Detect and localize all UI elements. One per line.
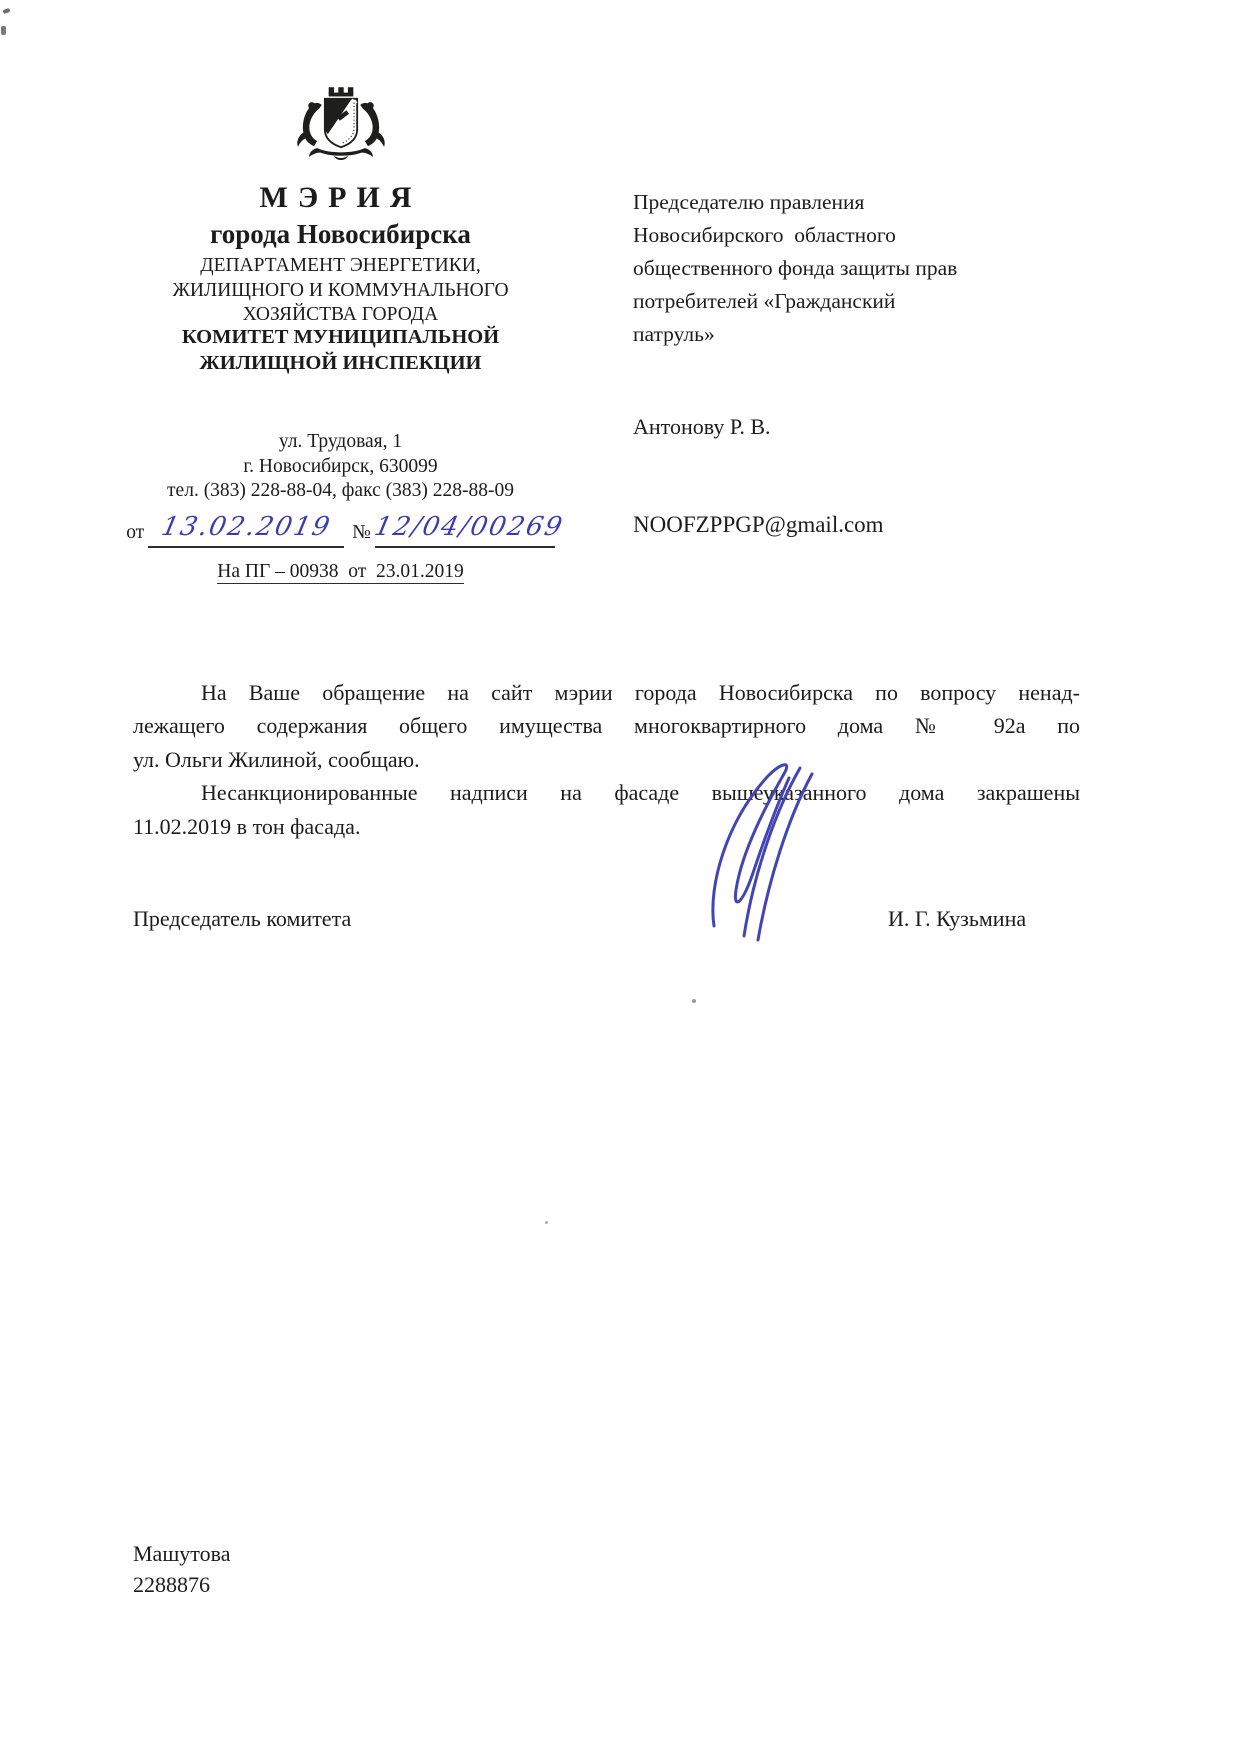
address-line: ул. Трудовая, 1 [278, 431, 403, 452]
body-line: ул. Ольги Жилиной, сообщаю. [133, 746, 420, 772]
department-line: ЖИЛИЩНОГО И КОММУНАЛЬНОГО [172, 279, 509, 301]
handwritten-number: 12/04/00269 [371, 512, 567, 542]
coat-of-arms-icon [118, 84, 563, 177]
outgoing-number-line [118, 512, 567, 548]
org-subtitle: города Новосибирска [210, 219, 471, 249]
department-line: ХОЗЯЙСТВА ГОРОДА [242, 304, 439, 325]
body-line: лежащего содержания общего имущества многоквартирного дома № 92а по [133, 713, 1080, 739]
scan-speck [1, 26, 6, 35]
org-address [118, 430, 563, 504]
committee-line: ЖИЛИЩНОЙ ИНСПЕКЦИИ [199, 351, 482, 374]
committee-name [118, 325, 563, 376]
executor-phone: 2288876 [133, 1572, 210, 1597]
scan-speck [3, 8, 11, 14]
recipient-line: потребителей «Гражданский [633, 289, 896, 313]
org-title: МЭРИЯ [259, 181, 422, 214]
recipient-line: общественного фонда защиты прав [633, 256, 958, 280]
recipient-line: патруль» [633, 322, 715, 346]
address-line: г. Новосибирск, 630099 [243, 455, 438, 477]
letterhead [118, 0, 567, 1753]
scan-speck [545, 1221, 548, 1224]
department-line: ДЕПАРТАМЕНТ ЭНЕРГЕТИКИ, [200, 255, 481, 276]
committee-line: КОМИТЕТ МУНИЦИПАЛЬНОЙ [181, 326, 500, 348]
executor-name: Машутова [133, 1541, 231, 1566]
department-name [118, 254, 563, 328]
body-line: На Ваше обращение на сайт мэрии города Новосибирска по вопросу ненад- [201, 680, 1080, 705]
handwritten-signature-icon [692, 758, 842, 943]
recipient-email: NOOFZPPGP@gmail.com [633, 512, 884, 537]
handwritten-date: 13.02.2019 [158, 512, 334, 542]
body-line: 11.02.2019 в тон фасада. [133, 813, 361, 839]
outgoing-date-field [148, 512, 344, 548]
from-label: от [126, 522, 145, 543]
recipient-line: Председателю правления [633, 190, 865, 214]
scan-speck [692, 999, 696, 1003]
recipient-line: Новосибирского областного [633, 223, 896, 247]
recipient-name: Антонову Р. В. [633, 414, 771, 439]
letter-body [133, 676, 1080, 843]
executor-block [133, 1538, 230, 1600]
reference-line: На ПГ – 00938 от 23.01.2019 [217, 561, 464, 582]
signer-name: И. Г. Кузьмина [888, 906, 1027, 931]
address-line: тел. (383) 228-88-04, факс (383) 228-88-09 [167, 480, 514, 501]
body-line: Несанкционированные надписи на фасаде вышеуказанного дома закрашены [201, 780, 1080, 806]
outgoing-number-field [371, 512, 567, 548]
recipient-address [633, 186, 1068, 351]
number-label: № [352, 522, 371, 543]
signer-position-title: Председатель комитета [133, 906, 352, 931]
